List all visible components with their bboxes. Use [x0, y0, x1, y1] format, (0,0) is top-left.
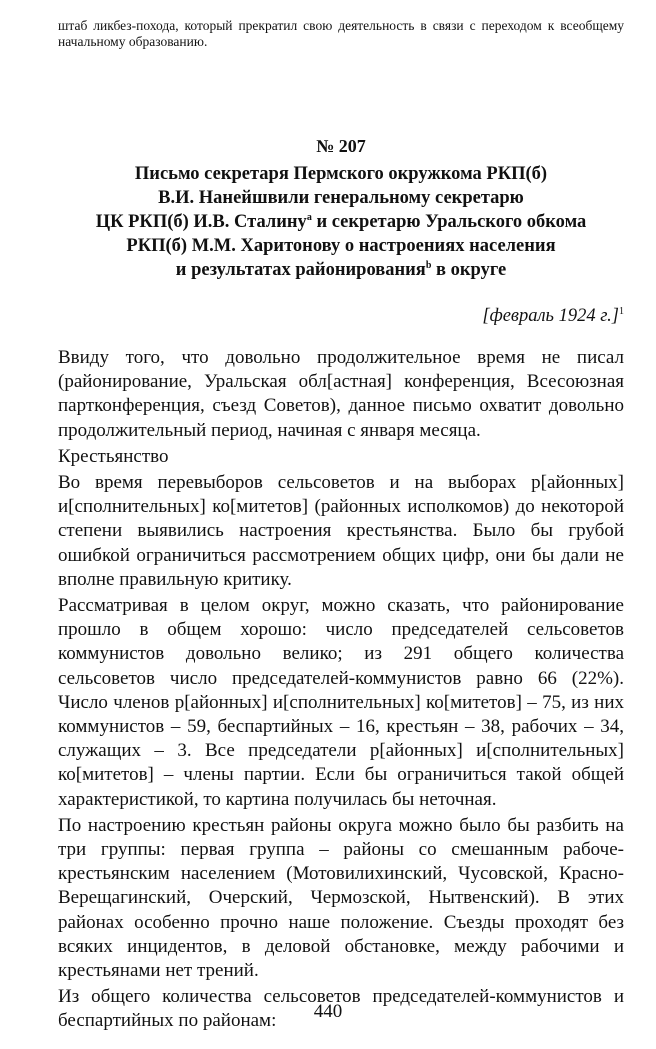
paragraph-5: Из общего количества сельсоветов председателей-коммунистов и беспартийных по районам:	[58, 986, 624, 1032]
section-heading-peasantry: Крестьянство	[58, 445, 169, 467]
document-body	[58, 346, 624, 1034]
paragraph-2: Во время перевыборов сельсоветов и на выборах р[айонных] и[сполнительных] ко[митетов] (районных исполкомов) до некоторой степени выявились настроения крестьянства. Было бы грубой ошибкой ограничиться рассмотрением общих цифр, они бы дали не вполне правильную критику.	[58, 472, 624, 590]
page-content	[58, 18, 624, 1036]
title-line-5-rest: в округе	[431, 260, 507, 280]
page-number: 440	[313, 1001, 343, 1022]
title-line-2: В.И. Нанейшвили генеральному секретарю	[158, 188, 524, 208]
document-number: № 207	[316, 136, 366, 156]
title-line-5	[58, 258, 624, 282]
footnote-marker-1: 1	[619, 305, 624, 317]
paragraph-4: По настроению крестьян районы округа можно было бы разбить на три группы: первая группа – районы со смешанным рабоче-крестьянским населением (Мотовилихинский, Чусовской, Красно-Верещагинский, Очерский, Чермозской, Нытвенский). В этих районах особенно прочно наше положение. Съезды проходят без всяких инцидентов, в деловой обстановке, между рабочими и крестьянами нет трений.	[58, 814, 624, 982]
footnote-marker-a: a	[306, 211, 312, 223]
title-line-1: Письмо секретаря Пермского окружкома РКП(б)	[134, 164, 548, 184]
paragraph-3: Рассматривая в целом округ, можно сказать, что районирование прошло в общем хорошо: число председателей сельсоветов коммунистов довольно велико; из 291 общего количества сельсоветов число председателей-коммунистов равно 66 (22%). Число членов р[айонных] и[сполнительных] ко[митетов] – 75, из них коммунистов – 59, беспартийных – 16, крестьян – 38, рабочих – 34, служащих – 3. Все председатели р[айонных] и[сполнительных] ко[митетов] – члены партии. Если бы ограничиться такой общей характеристикой, то картина получилась бы неточная.	[58, 595, 624, 810]
footnote-marker-b: b	[425, 259, 432, 271]
title-line-5-text: и результатах районирования	[175, 260, 426, 280]
title-line-4: РКП(б) М.М. Харитонову о настроениях населения	[126, 236, 556, 256]
title-line-3-rest: и секретарю Уральского обкома	[311, 212, 587, 232]
document-date	[58, 304, 624, 328]
top-note: штаб ликбез-похода, который прекратил свою деятельность в связи с переходом к всеобщему начальному образованию.	[58, 18, 624, 49]
date-text: [февраль 1924 г.]	[482, 306, 619, 326]
paragraph-1: Ввиду того, что довольно продолжительное время не писал (районирование, Уральская обл[астная] конференция, Всесоюзная партконференция, съезд Советов), данное письмо охватит довольно продолжительный период, начиная с января месяца.	[58, 347, 624, 441]
title-line-3-text: ЦК РКП(б) И.В. Сталину	[95, 212, 307, 232]
title-line-3	[58, 210, 624, 234]
document-title	[58, 162, 624, 282]
